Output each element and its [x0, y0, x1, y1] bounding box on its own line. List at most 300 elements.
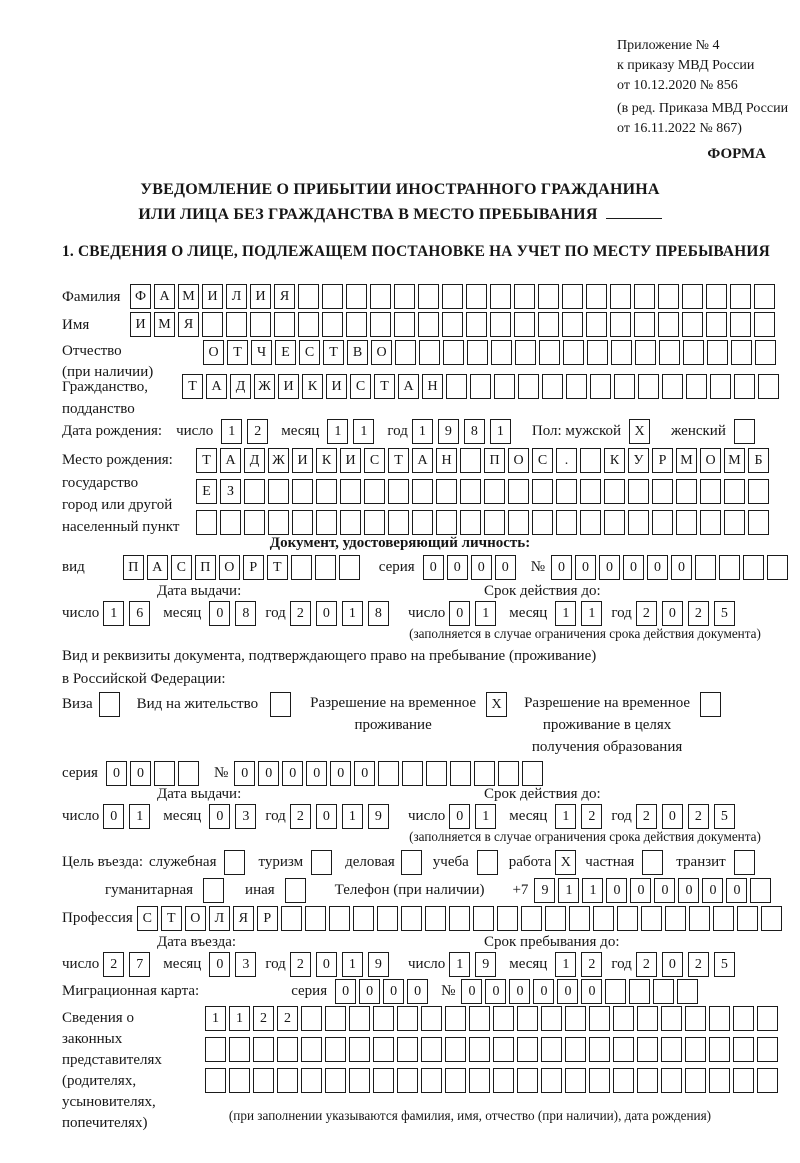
char-box[interactable]: 0	[354, 761, 375, 786]
char-box[interactable]	[652, 479, 673, 504]
char-box[interactable]	[445, 1068, 466, 1093]
char-box[interactable]	[388, 479, 409, 504]
char-box[interactable]	[325, 1068, 346, 1093]
char-box[interactable]	[443, 340, 464, 365]
char-box[interactable]: А	[398, 374, 419, 399]
char-box[interactable]: П	[484, 448, 505, 473]
checkbox[interactable]	[99, 692, 120, 717]
char-box[interactable]: 0	[316, 952, 337, 977]
char-box[interactable]	[298, 284, 319, 309]
char-box[interactable]	[683, 340, 704, 365]
checkbox[interactable]	[401, 850, 422, 875]
char-box[interactable]: 6	[129, 601, 150, 626]
char-box[interactable]	[757, 1068, 778, 1093]
char-box[interactable]	[743, 555, 764, 580]
char-box[interactable]: 0	[282, 761, 303, 786]
char-box[interactable]	[539, 340, 560, 365]
char-box[interactable]: 0	[423, 555, 444, 580]
char-box[interactable]: 2	[103, 952, 124, 977]
char-box[interactable]: 0	[630, 878, 651, 903]
char-box[interactable]	[541, 1068, 562, 1093]
checkbox[interactable]: X	[486, 692, 507, 717]
char-box[interactable]	[658, 312, 679, 337]
char-box[interactable]	[521, 906, 542, 931]
char-box[interactable]	[604, 510, 625, 535]
char-box[interactable]	[426, 761, 447, 786]
char-box[interactable]: 9	[534, 878, 555, 903]
char-box[interactable]	[685, 1068, 706, 1093]
char-box[interactable]	[610, 312, 631, 337]
char-box[interactable]	[421, 1037, 442, 1062]
char-box[interactable]	[412, 479, 433, 504]
char-box[interactable]	[493, 1068, 514, 1093]
char-box[interactable]: Т	[161, 906, 182, 931]
char-box[interactable]	[695, 555, 716, 580]
checkbox[interactable]	[700, 692, 721, 717]
char-box[interactable]: С	[364, 448, 385, 473]
char-box[interactable]	[329, 906, 350, 931]
char-box[interactable]: 0	[726, 878, 747, 903]
char-box[interactable]: Т	[267, 555, 288, 580]
char-box[interactable]: П	[195, 555, 216, 580]
char-box[interactable]	[565, 1068, 586, 1093]
char-box[interactable]	[517, 1068, 538, 1093]
char-box[interactable]	[442, 312, 463, 337]
char-box[interactable]	[613, 1037, 634, 1062]
char-box[interactable]	[719, 555, 740, 580]
char-box[interactable]: М	[178, 284, 199, 309]
char-box[interactable]: 0	[678, 878, 699, 903]
char-box[interactable]	[617, 906, 638, 931]
char-box[interactable]	[767, 555, 788, 580]
char-box[interactable]	[613, 1006, 634, 1031]
char-box[interactable]	[446, 374, 467, 399]
char-box[interactable]	[761, 906, 782, 931]
char-box[interactable]	[661, 1068, 682, 1093]
char-box[interactable]: 0	[509, 979, 530, 1004]
char-box[interactable]	[349, 1006, 370, 1031]
char-box[interactable]	[634, 312, 655, 337]
char-box[interactable]	[469, 1068, 490, 1093]
char-box[interactable]: 1	[412, 419, 433, 444]
char-box[interactable]: Т	[323, 340, 344, 365]
char-box[interactable]: И	[202, 284, 223, 309]
char-box[interactable]	[641, 906, 662, 931]
char-box[interactable]: Т	[388, 448, 409, 473]
char-box[interactable]	[517, 1037, 538, 1062]
char-box[interactable]: 0	[330, 761, 351, 786]
char-box[interactable]	[637, 1037, 658, 1062]
char-box[interactable]	[566, 374, 587, 399]
char-box[interactable]: 2	[636, 804, 657, 829]
char-box[interactable]	[250, 312, 271, 337]
char-box[interactable]	[731, 340, 752, 365]
char-box[interactable]	[580, 479, 601, 504]
char-box[interactable]	[661, 1006, 682, 1031]
char-box[interactable]: 0	[359, 979, 380, 1004]
char-box[interactable]: Р	[243, 555, 264, 580]
char-box[interactable]	[298, 312, 319, 337]
char-box[interactable]	[373, 1037, 394, 1062]
char-box[interactable]: 1	[205, 1006, 226, 1031]
char-box[interactable]	[757, 1006, 778, 1031]
char-box[interactable]	[490, 284, 511, 309]
char-box[interactable]	[706, 312, 727, 337]
char-box[interactable]	[292, 479, 313, 504]
char-box[interactable]: 0	[447, 555, 468, 580]
char-box[interactable]	[315, 555, 336, 580]
char-box[interactable]: С	[299, 340, 320, 365]
char-box[interactable]	[508, 479, 529, 504]
char-box[interactable]	[466, 312, 487, 337]
char-box[interactable]: И	[130, 312, 151, 337]
char-box[interactable]: О	[219, 555, 240, 580]
char-box[interactable]	[709, 1006, 730, 1031]
char-box[interactable]	[758, 374, 779, 399]
char-box[interactable]	[301, 1037, 322, 1062]
char-box[interactable]	[442, 284, 463, 309]
char-box[interactable]	[364, 510, 385, 535]
char-box[interactable]	[349, 1037, 370, 1062]
char-box[interactable]: 2	[247, 419, 268, 444]
char-box[interactable]	[565, 1006, 586, 1031]
char-box[interactable]: И	[292, 448, 313, 473]
char-box[interactable]: П	[123, 555, 144, 580]
char-box[interactable]	[469, 1006, 490, 1031]
char-box[interactable]	[580, 510, 601, 535]
char-box[interactable]	[281, 906, 302, 931]
char-box[interactable]: 1	[581, 601, 602, 626]
char-box[interactable]: 0	[103, 804, 124, 829]
char-box[interactable]	[685, 1006, 706, 1031]
char-box[interactable]	[425, 906, 446, 931]
char-box[interactable]: О	[185, 906, 206, 931]
char-box[interactable]	[508, 510, 529, 535]
char-box[interactable]: 0	[130, 761, 151, 786]
char-box[interactable]	[730, 284, 751, 309]
checkbox[interactable]	[270, 692, 291, 717]
char-box[interactable]: 0	[316, 601, 337, 626]
char-box[interactable]	[490, 312, 511, 337]
char-box[interactable]	[514, 284, 535, 309]
char-box[interactable]	[253, 1068, 274, 1093]
char-box[interactable]	[291, 555, 312, 580]
char-box[interactable]: 0	[449, 601, 470, 626]
char-box[interactable]	[580, 448, 601, 473]
char-box[interactable]: С	[171, 555, 192, 580]
char-box[interactable]	[316, 510, 337, 535]
char-box[interactable]	[586, 312, 607, 337]
char-box[interactable]	[460, 479, 481, 504]
char-box[interactable]	[700, 510, 721, 535]
char-box[interactable]	[220, 510, 241, 535]
char-box[interactable]: 1	[555, 952, 576, 977]
char-box[interactable]	[659, 340, 680, 365]
char-box[interactable]	[349, 1068, 370, 1093]
char-box[interactable]	[373, 1006, 394, 1031]
char-box[interactable]: Т	[374, 374, 395, 399]
char-box[interactable]: И	[250, 284, 271, 309]
char-box[interactable]	[658, 284, 679, 309]
char-box[interactable]	[418, 284, 439, 309]
char-box[interactable]	[397, 1037, 418, 1062]
char-box[interactable]	[473, 906, 494, 931]
char-box[interactable]: 9	[475, 952, 496, 977]
char-box[interactable]: М	[676, 448, 697, 473]
char-box[interactable]	[274, 312, 295, 337]
char-box[interactable]	[556, 510, 577, 535]
char-box[interactable]: И	[340, 448, 361, 473]
char-box[interactable]	[325, 1037, 346, 1062]
char-box[interactable]: 1	[103, 601, 124, 626]
char-box[interactable]	[419, 340, 440, 365]
char-box[interactable]: 1	[555, 601, 576, 626]
char-box[interactable]	[466, 284, 487, 309]
char-box[interactable]	[518, 374, 539, 399]
char-box[interactable]	[613, 1068, 634, 1093]
char-box[interactable]	[522, 761, 543, 786]
char-box[interactable]	[401, 906, 422, 931]
char-box[interactable]	[611, 340, 632, 365]
char-box[interactable]	[178, 761, 199, 786]
char-box[interactable]: 1	[229, 1006, 250, 1031]
char-box[interactable]	[686, 374, 707, 399]
char-box[interactable]	[305, 906, 326, 931]
char-box[interactable]: 0	[407, 979, 428, 1004]
checkbox[interactable]: X	[629, 419, 650, 444]
char-box[interactable]	[629, 979, 650, 1004]
char-box[interactable]	[563, 340, 584, 365]
char-box[interactable]	[724, 510, 745, 535]
char-box[interactable]: 0	[654, 878, 675, 903]
char-box[interactable]: 0	[551, 555, 572, 580]
char-box[interactable]	[593, 906, 614, 931]
char-box[interactable]	[748, 479, 769, 504]
checkbox[interactable]	[311, 850, 332, 875]
char-box[interactable]	[605, 979, 626, 1004]
char-box[interactable]: 0	[599, 555, 620, 580]
char-box[interactable]: К	[604, 448, 625, 473]
char-box[interactable]	[436, 479, 457, 504]
char-box[interactable]	[634, 284, 655, 309]
char-box[interactable]: Т	[182, 374, 203, 399]
char-box[interactable]	[541, 1037, 562, 1062]
char-box[interactable]	[316, 479, 337, 504]
char-box[interactable]	[493, 1006, 514, 1031]
char-box[interactable]	[517, 1006, 538, 1031]
char-box[interactable]	[421, 1068, 442, 1093]
char-box[interactable]	[653, 979, 674, 1004]
char-box[interactable]	[565, 1037, 586, 1062]
char-box[interactable]: 2	[688, 952, 709, 977]
char-box[interactable]: Ф	[130, 284, 151, 309]
char-box[interactable]: 0	[485, 979, 506, 1004]
char-box[interactable]	[244, 479, 265, 504]
char-box[interactable]: 2	[688, 601, 709, 626]
char-box[interactable]	[449, 906, 470, 931]
char-box[interactable]	[268, 510, 289, 535]
char-box[interactable]: 2	[636, 601, 657, 626]
checkbox[interactable]	[642, 850, 663, 875]
char-box[interactable]	[346, 312, 367, 337]
checkbox[interactable]	[203, 878, 224, 903]
char-box[interactable]	[394, 312, 415, 337]
char-box[interactable]: С	[532, 448, 553, 473]
char-box[interactable]: 0	[209, 601, 230, 626]
char-box[interactable]: 0	[335, 979, 356, 1004]
char-box[interactable]: З	[220, 479, 241, 504]
char-box[interactable]	[277, 1037, 298, 1062]
char-box[interactable]: 2	[290, 804, 311, 829]
char-box[interactable]	[665, 906, 686, 931]
char-box[interactable]: 8	[368, 601, 389, 626]
char-box[interactable]: Л	[209, 906, 230, 931]
char-box[interactable]: Е	[275, 340, 296, 365]
char-box[interactable]: 2	[688, 804, 709, 829]
char-box[interactable]: 5	[714, 952, 735, 977]
char-box[interactable]: А	[147, 555, 168, 580]
char-box[interactable]: Е	[196, 479, 217, 504]
char-box[interactable]: 2	[277, 1006, 298, 1031]
char-box[interactable]	[542, 374, 563, 399]
char-box[interactable]	[538, 284, 559, 309]
char-box[interactable]: 0	[383, 979, 404, 1004]
char-box[interactable]	[556, 479, 577, 504]
char-box[interactable]: К	[302, 374, 323, 399]
char-box[interactable]: Я	[178, 312, 199, 337]
char-box[interactable]	[709, 1037, 730, 1062]
char-box[interactable]	[676, 510, 697, 535]
char-box[interactable]	[346, 284, 367, 309]
char-box[interactable]	[652, 510, 673, 535]
char-box[interactable]: 0	[106, 761, 127, 786]
char-box[interactable]	[628, 479, 649, 504]
char-box[interactable]: 0	[258, 761, 279, 786]
char-box[interactable]: А	[412, 448, 433, 473]
char-box[interactable]: 5	[714, 601, 735, 626]
char-box[interactable]	[498, 761, 519, 786]
char-box[interactable]: 1	[490, 419, 511, 444]
char-box[interactable]: 1	[342, 804, 363, 829]
char-box[interactable]	[205, 1037, 226, 1062]
char-box[interactable]	[322, 284, 343, 309]
char-box[interactable]	[676, 479, 697, 504]
char-box[interactable]: О	[700, 448, 721, 473]
char-box[interactable]: 5	[714, 804, 735, 829]
char-box[interactable]	[538, 312, 559, 337]
char-box[interactable]: 0	[209, 804, 230, 829]
char-box[interactable]	[661, 1037, 682, 1062]
char-box[interactable]: 0	[316, 804, 337, 829]
char-box[interactable]: Т	[196, 448, 217, 473]
char-box[interactable]: 1	[582, 878, 603, 903]
char-box[interactable]	[682, 284, 703, 309]
char-box[interactable]	[397, 1006, 418, 1031]
char-box[interactable]: Р	[652, 448, 673, 473]
char-box[interactable]	[364, 479, 385, 504]
char-box[interactable]: 0	[209, 952, 230, 977]
char-box[interactable]	[370, 284, 391, 309]
char-box[interactable]	[677, 979, 698, 1004]
char-box[interactable]	[755, 340, 776, 365]
char-box[interactable]	[373, 1068, 394, 1093]
char-box[interactable]	[340, 479, 361, 504]
char-box[interactable]	[733, 1006, 754, 1031]
char-box[interactable]: Н	[436, 448, 457, 473]
char-box[interactable]: 9	[368, 804, 389, 829]
char-box[interactable]	[402, 761, 423, 786]
char-box[interactable]	[604, 479, 625, 504]
char-box[interactable]	[562, 312, 583, 337]
char-box[interactable]	[469, 1037, 490, 1062]
char-box[interactable]	[637, 1006, 658, 1031]
char-box[interactable]	[229, 1037, 250, 1062]
char-box[interactable]	[737, 906, 758, 931]
char-box[interactable]: И	[326, 374, 347, 399]
char-box[interactable]: К	[316, 448, 337, 473]
char-box[interactable]: 0	[623, 555, 644, 580]
char-box[interactable]: И	[278, 374, 299, 399]
char-box[interactable]	[421, 1006, 442, 1031]
char-box[interactable]	[713, 906, 734, 931]
char-box[interactable]	[733, 1037, 754, 1062]
char-box[interactable]	[450, 761, 471, 786]
char-box[interactable]	[685, 1037, 706, 1062]
checkbox[interactable]	[477, 850, 498, 875]
char-box[interactable]: 0	[662, 601, 683, 626]
char-box[interactable]: 1	[558, 878, 579, 903]
checkbox[interactable]	[734, 419, 755, 444]
char-box[interactable]: 1	[342, 952, 363, 977]
checkbox[interactable]	[285, 878, 306, 903]
char-box[interactable]: 0	[581, 979, 602, 1004]
char-box[interactable]: О	[508, 448, 529, 473]
char-box[interactable]	[301, 1068, 322, 1093]
char-box[interactable]	[377, 906, 398, 931]
char-box[interactable]	[589, 1006, 610, 1031]
char-box[interactable]: Д	[230, 374, 251, 399]
char-box[interactable]: 3	[235, 804, 256, 829]
char-box[interactable]	[467, 340, 488, 365]
char-box[interactable]	[493, 1037, 514, 1062]
char-box[interactable]: 1	[475, 804, 496, 829]
char-box[interactable]	[709, 1068, 730, 1093]
char-box[interactable]: У	[628, 448, 649, 473]
char-box[interactable]	[394, 284, 415, 309]
char-box[interactable]: 1	[449, 952, 470, 977]
char-box[interactable]: 9	[368, 952, 389, 977]
char-box[interactable]	[586, 284, 607, 309]
char-box[interactable]	[268, 479, 289, 504]
char-box[interactable]: 2	[581, 804, 602, 829]
char-box[interactable]: Ж	[268, 448, 289, 473]
char-box[interactable]: 1	[327, 419, 348, 444]
char-box[interactable]	[340, 510, 361, 535]
char-box[interactable]: 7	[129, 952, 150, 977]
char-box[interactable]	[733, 1068, 754, 1093]
char-box[interactable]	[325, 1006, 346, 1031]
char-box[interactable]	[436, 510, 457, 535]
char-box[interactable]: 0	[557, 979, 578, 1004]
char-box[interactable]: 0	[461, 979, 482, 1004]
char-box[interactable]: 0	[471, 555, 492, 580]
char-box[interactable]	[628, 510, 649, 535]
checkbox[interactable]	[734, 850, 755, 875]
char-box[interactable]	[532, 510, 553, 535]
char-box[interactable]	[590, 374, 611, 399]
char-box[interactable]: 2	[290, 952, 311, 977]
char-box[interactable]	[202, 312, 223, 337]
